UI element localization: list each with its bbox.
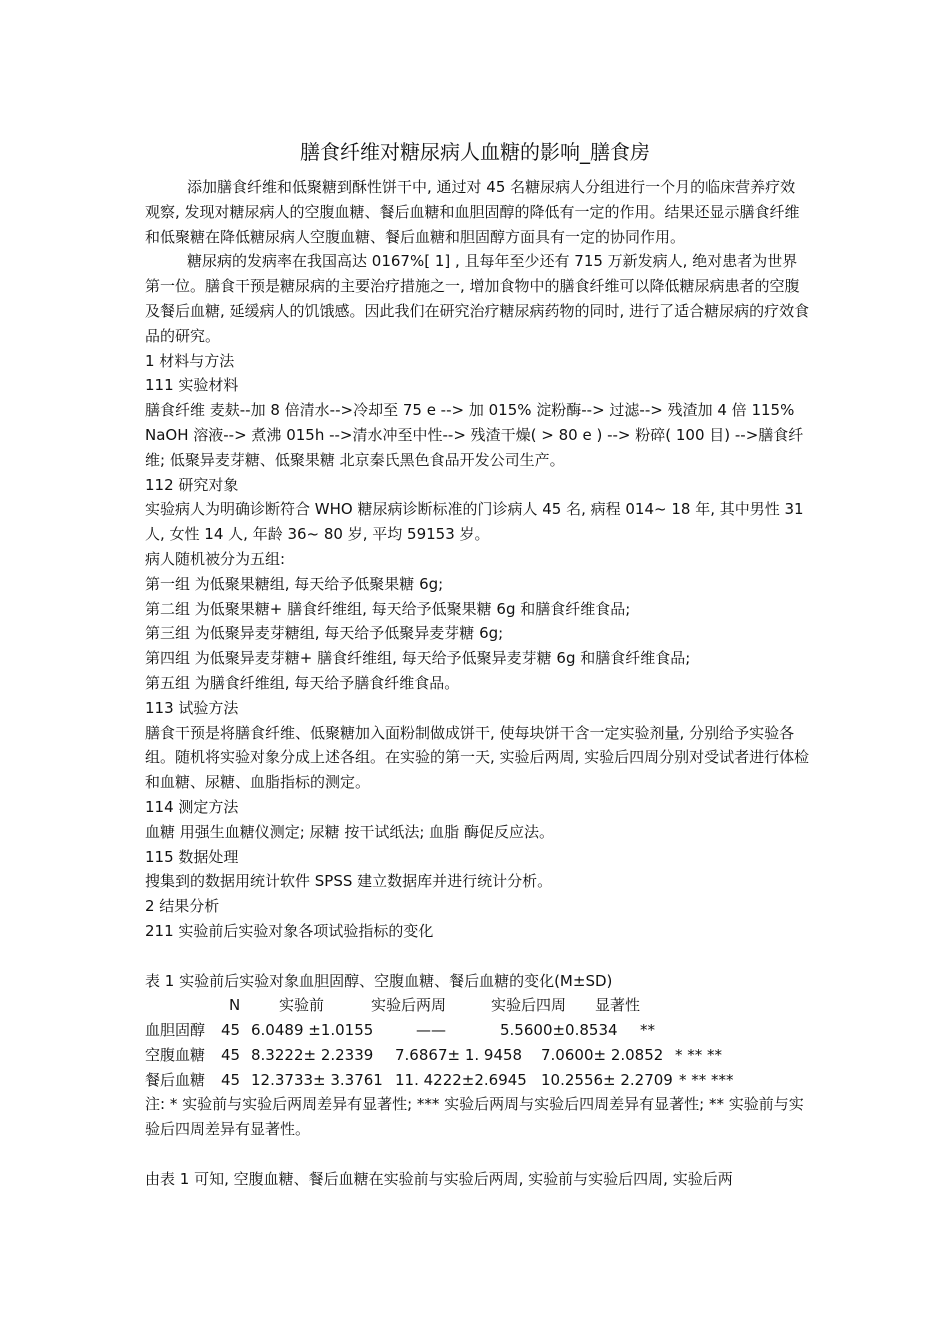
table-cell: 7.6867± 1. 9458 <box>395 1045 523 1064</box>
subsection-heading-subjects: 112 研究对象 <box>145 475 239 494</box>
table-row <box>145 1043 810 1068</box>
section-heading-results: 2 结果分析 <box>145 897 220 916</box>
spacer <box>145 1142 810 1167</box>
table-cell: 6.0489 ±1.0155 <box>251 1021 374 1040</box>
group-item: 第三组 为低聚异麦芽糖组, 每天给予低聚异麦芽糖 6g; <box>145 624 504 643</box>
results-table <box>145 969 810 1143</box>
table-cell: 11. 4222±2.6945 <box>395 1070 527 1089</box>
subsection-heading-changes: 211 实验前后实验对象各项试验指标的变化 <box>145 921 434 940</box>
table-cell: 8.3222± 2.2339 <box>251 1045 374 1064</box>
table-cell: 7.0600± 2.0852 <box>541 1045 664 1064</box>
table-header-cell: N <box>229 996 241 1015</box>
grouping-intro: 病人随机被分为五组: <box>145 549 286 568</box>
subsection-heading-method: 113 试验方法 <box>145 698 239 717</box>
table-header-cell <box>145 993 221 1018</box>
subsection-heading-data: 115 数据处理 <box>145 847 239 866</box>
table-cell: 45 <box>221 1070 241 1089</box>
table-header-cell: 实验后四周 <box>491 996 567 1015</box>
subsection-heading-materials: 111 实验材料 <box>145 376 239 395</box>
table-header-cell: 显著性 <box>595 996 641 1015</box>
group-item: 第四组 为低聚异麦芽糖+ 膳食纤维组, 每天给予低聚异麦芽糖 6g 和膳食纤维食品; <box>145 649 691 668</box>
table-cell: 45 <box>221 1045 241 1064</box>
table-cell: 5.5600±0.8534 <box>500 1021 618 1040</box>
group-item: 第一组 为低聚果糖组, 每天给予低聚果糖 6g; <box>145 574 444 593</box>
table-cell: 血胆固醇 <box>145 1021 206 1040</box>
group-item: 第五组 为膳食纤维组, 每天给予膳食纤维食品。 <box>145 673 460 692</box>
table-cell: * ** ** <box>675 1045 723 1064</box>
group-item: 第二组 为低聚果糖+ 膳食纤维组, 每天给予低聚果糖 6g 和膳食纤维食品; <box>145 599 631 618</box>
table-caption: 表 1 实验前后实验对象血胆固醇、空腹血糖、餐后血糖的变化(M±SD) <box>145 971 613 990</box>
data-paragraph: 搜集到的数据用统计软件 SPSS 建立数据库并进行统计分析。 <box>145 872 553 891</box>
table-cell: * ** *** <box>679 1070 734 1089</box>
intro-paragraph: 糖尿病的发病率在我国高达 0167%[ 1] , 且每年至少还有 715 万新发病人, 绝对患者为世界第一位。膳食干预是糖尿病的主要治疗措施之一, 增加食物中的膳食纤维可以降低糖尿病患者的空腹及餐后血糖, 延缓病人的饥饿感。因此我们在研究治疗糖尿病药物的同时, 进行了适合糖尿病的疗效食品的研究。 <box>145 252 810 345</box>
abstract-paragraph: 添加膳食纤维和低聚糖到酥性饼干中, 通过对 45 名糖尿病人分组进行一个月的临床营养疗效观察, 发现对糖尿病人的空腹血糖、餐后血糖和血胆固醇的降低有一定的作用。结果还显示膳食纤维和低聚糖在降低糖尿病人空腹血糖、餐后血糖和胆固醇方面具有一定的协同作用。 <box>145 178 800 246</box>
table-cell: 45 <box>221 1021 241 1040</box>
subsection-heading-measurement: 114 测定方法 <box>145 797 239 816</box>
table-header-cell: 实验后两周 <box>371 996 447 1015</box>
table-cell: ** <box>640 1021 655 1040</box>
table-row <box>145 1068 810 1093</box>
measurement-paragraph: 血糖 用强生血糖仪测定; 尿糖 按干试纸法; 血脂 酶促反应法。 <box>145 822 554 841</box>
table-cell: —— <box>416 1021 446 1040</box>
subjects-paragraph: 实验病人为明确诊断符合 WHO 糖尿病诊断标准的门诊病人 45 名, 病程 014~ 18 年, 其中男性 31 人, 女性 14 人, 年龄 36~ 80 岁, 平均 59153 岁。 <box>145 500 804 544</box>
table-header-cell: 实验前 <box>279 996 325 1015</box>
table-cell: 10.2556± 2.2709 <box>541 1070 673 1089</box>
section-heading-methods: 1 材料与方法 <box>145 351 235 370</box>
materials-paragraph: 膳食纤维 麦麸--加 8 倍清水-->冷却至 75 e --> 加 015% 淀粉酶--> 过滤--> 残渣加 4 倍 115% NaOH 溶液--> 煮沸 015h -->清水冲至中性--> 残渣干燥( > 80 e ) --> 粉碎( 100 目) -->膳食纤维; 低聚异麦芽糖、低聚果糖 北京秦氏黑色食品开发公司生产。 <box>145 401 804 469</box>
table-row <box>145 1018 810 1043</box>
table-note: 注: * 实验前与实验后两周差异有显著性; *** 实验后两周与实验后四周差异有显著性; ** 实验前与实验后四周差异有显著性。 <box>145 1095 804 1139</box>
results-paragraph: 由表 1 可知, 空腹血糖、餐后血糖在实验前与实验后两周, 实验前与实验后四周, 实验后两 <box>145 1169 733 1188</box>
table-cell: 餐后血糖 <box>145 1070 206 1089</box>
spacer <box>145 944 810 969</box>
table-cell: 空腹血糖 <box>145 1045 206 1064</box>
method-paragraph: 膳食干预是将膳食纤维、低聚糖加入面粉制做成饼干, 使每块饼干含一定实验剂量, 分别给予实验各组。随机将实验对象分成上述各组。在实验的第一天, 实验后两周, 实验后四周分别对受试者进行体检和血糖、尿糖、血脂指标的测定。 <box>145 723 810 792</box>
document-title: 膳食纤维对糖尿病人血糖的影响_膳食房 <box>300 140 650 164</box>
table-cell: 12.3733± 3.3761 <box>251 1070 383 1089</box>
table-header-row <box>145 993 810 1018</box>
document-body <box>145 175 810 1192</box>
